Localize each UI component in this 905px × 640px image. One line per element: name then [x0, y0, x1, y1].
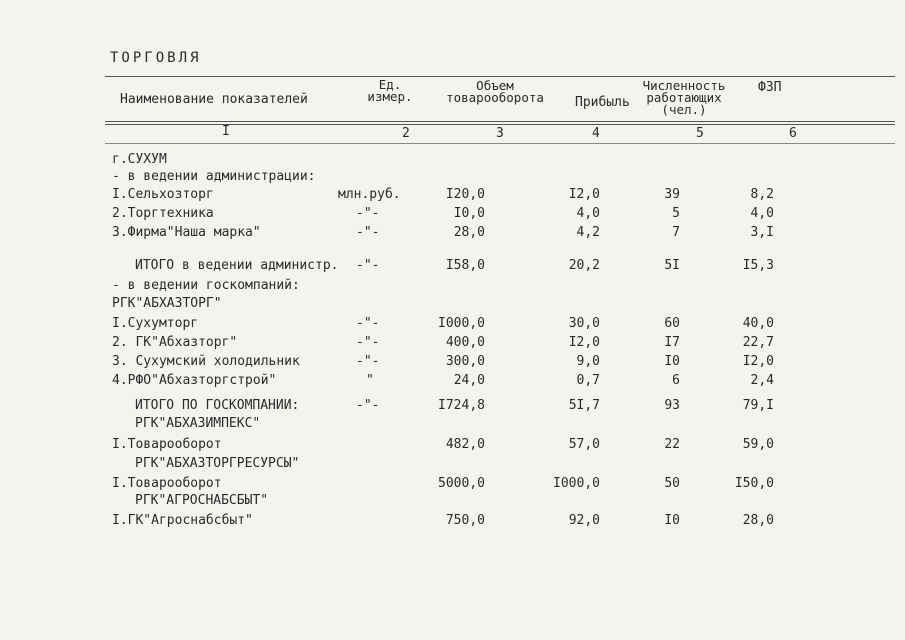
- colnum-2: 2: [402, 126, 410, 141]
- row-wage: I5,3: [742, 258, 774, 273]
- row-wage: 28,0: [742, 513, 774, 528]
- header-profit: Прибыль: [575, 95, 630, 110]
- row-unit: -"-: [356, 316, 380, 331]
- row-name: 2.Торгтехника: [112, 206, 214, 221]
- row-wage: 40,0: [742, 316, 774, 331]
- row-profit: 4,0: [576, 206, 600, 221]
- column-numbers-rule: [105, 143, 895, 144]
- row-name: I.ГК"Агроснабсбыт": [112, 513, 253, 528]
- row-volume: I58,0: [445, 258, 485, 273]
- row-unit: -"-: [356, 354, 380, 369]
- row-profit: I2,0: [568, 335, 600, 350]
- section-rgk-abkhaztorg: РГК"АБХАЗТОРГ": [112, 296, 222, 311]
- row-unit: -"-: [356, 398, 380, 413]
- city-label: г.СУХУМ: [112, 152, 167, 167]
- row-volume: 750,0: [445, 513, 485, 528]
- row-staff: I0: [664, 354, 680, 369]
- row-wage: 79,I: [742, 398, 774, 413]
- row-staff: 7: [672, 225, 680, 240]
- row-unit: -"-: [356, 225, 380, 240]
- row-staff: 50: [664, 476, 680, 491]
- row-wage: 22,7: [742, 335, 774, 350]
- row-volume: 28,0: [453, 225, 485, 240]
- row-name-total: ИТОГО ПО ГОСКОМПАНИИ:: [135, 398, 300, 413]
- row-name: 3.Фирма"Наша марка": [112, 225, 261, 240]
- section-rgk-abkhaztorgresursy: РГК"АБХАЗТОРГРЕСУРСЫ": [135, 456, 300, 471]
- header-unit: Ед. измер.: [367, 77, 413, 104]
- row-staff: 5: [672, 206, 680, 221]
- header-wage: ФЗП: [758, 80, 782, 95]
- row-volume: 482,0: [445, 437, 485, 452]
- row-staff: 5I: [664, 258, 680, 273]
- row-name: I.Товарооборот: [112, 437, 222, 452]
- row-staff: 22: [664, 437, 680, 452]
- header-staff: Численность работающих (чел.): [642, 78, 726, 117]
- document-title: ТОРГОВЛЯ: [110, 50, 202, 66]
- row-profit: I2,0: [568, 187, 600, 202]
- row-name: 2. ГК"Абхазторг": [112, 335, 238, 350]
- row-unit: -"-: [356, 206, 380, 221]
- row-volume: 400,0: [445, 335, 485, 350]
- row-name: I.Сухумторг: [112, 316, 199, 331]
- row-profit: 92,0: [568, 513, 600, 528]
- row-profit: 9,0: [576, 354, 600, 369]
- row-staff: 6: [672, 373, 680, 388]
- colnum-4: 4: [592, 126, 600, 141]
- row-profit: 0,7: [576, 373, 600, 388]
- row-staff: 60: [664, 316, 680, 331]
- row-volume: I724,8: [438, 398, 485, 413]
- row-wage: 59,0: [742, 437, 774, 452]
- row-profit: 57,0: [568, 437, 600, 452]
- row-volume: 24,0: [453, 373, 485, 388]
- row-profit: I000,0: [553, 476, 600, 491]
- row-wage: 4,0: [750, 206, 774, 221]
- row-wage: 8,2: [750, 187, 774, 202]
- header-rule-1: [105, 121, 895, 122]
- row-name: 3. Сухумский холодильник: [112, 354, 300, 369]
- row-profit: 4,2: [576, 225, 600, 240]
- section-rgk-agrosnabsbyt: РГК"АГРОСНАБСБЫТ": [135, 493, 269, 508]
- row-wage: I2,0: [742, 354, 774, 369]
- row-profit: 20,2: [568, 258, 600, 273]
- row-name-total: ИТОГО в ведении администр.: [135, 258, 339, 273]
- row-wage: 2,4: [750, 373, 774, 388]
- row-name: 4.РФО"Абхазторгстрой": [112, 373, 277, 388]
- row-name: I.Сельхозторг: [112, 187, 214, 202]
- row-profit: 30,0: [568, 316, 600, 331]
- row-volume: 300,0: [445, 354, 485, 369]
- row-unit: млн.руб.: [338, 187, 401, 202]
- colnum-6: 6: [789, 126, 797, 141]
- row-staff: I0: [664, 513, 680, 528]
- row-wage: 3,I: [750, 225, 774, 240]
- row-volume: 5000,0: [438, 476, 485, 491]
- section-admin: - в ведении администрации:: [112, 169, 316, 184]
- row-volume: I000,0: [438, 316, 485, 331]
- header-name: Наименование показателей: [120, 92, 308, 107]
- row-staff: 39: [664, 187, 680, 202]
- colnum-1: I: [222, 124, 230, 139]
- row-unit: -"-: [356, 258, 380, 273]
- row-staff: I7: [664, 335, 680, 350]
- row-unit: ": [366, 373, 374, 388]
- row-name: I.Товарооборот: [112, 476, 222, 491]
- row-profit: 5I,7: [568, 398, 600, 413]
- row-volume: I0,0: [453, 206, 485, 221]
- header-volume: Объем товарооборота: [446, 78, 544, 105]
- row-unit: -"-: [356, 335, 380, 350]
- section-state: - в ведении госкомпаний:: [112, 278, 300, 293]
- colnum-3: 3: [496, 126, 504, 141]
- colnum-5: 5: [696, 126, 704, 141]
- row-staff: 93: [664, 398, 680, 413]
- row-volume: I20,0: [445, 187, 485, 202]
- top-rule: [105, 76, 895, 77]
- section-rgk-abkhazimpeks: РГК"АБХАЗИМПЕКС": [135, 416, 261, 431]
- row-wage: I50,0: [734, 476, 774, 491]
